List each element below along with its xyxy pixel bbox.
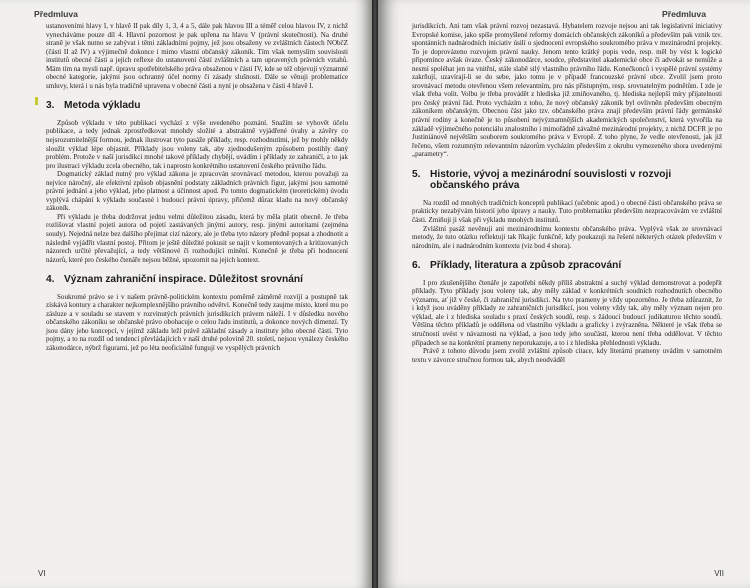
running-head: Předmluva (34, 9, 78, 19)
intro-paragraph: jurisdikcích. Ani tam však právní rozvoj nezastavá. Hybatelem rozvoje nejsou ani tak legislativní iniciativy Evropské komise, jako spíše promyšlené reformy domácích občanských zákoníků a především pak vznik tzv. spontánních nadnárodních iniciativ úsilí o sjednocení evropského soukromého práva v mezinárodní projekty. To je doprovázeno rozvojem právní nauky. Jenom tento krátký popis vede, resp. měl by vést k logické připomínce avšak úvaze. Český zákonodárce, soudce, představitel akademické obce či advokát se nemůže a nesmí spoléhat jen na vnitřní, stále slabě silý vlastního právního řádu. Konečkonců i vyspělé právní systémy zakrňují, uzavírají-li se do sebe, jako tomu je v případě francouzské právní obce. Zvolil jsem proto srovnávací metodu otevřenou všem relevantním, pro nás přístupným, resp. srovnatelným podnětům. I zde je však třeba volit. Volbu je třeba provádět z hlediska již zmiňovaného, tj. hlediska nejlepší míry přijatelnosti pro český právní řád. Proto vycházím z toho, že nový občanský zákoník byl ovlivněn především obecným zákoníkem občanským. Obecnou část jako tzv. občanského práva znají především právní řády germánské právní rodiny a konečně je to působení nejvýznamnějších akademických společenství, která vytvořila na základě výjimečného potenciálu znalostního i mimořádně závažné mezinárodní projekty, z nichž DCFR je po Justiniánově největším souborem soukromého práva v Evropě. Z toho plyne, že vedle otevřenosti, jak již řečeno, všem rozumným relevantním názorům vycházím především z okruhu vymezeného shora uvedenými „parametry“. (412, 22, 722, 159)
section-title: Historie, vývoj a mezinárodní souvislosti v rozvoji občanského práva (430, 168, 672, 192)
paragraph: Způsob výkladu v této publikaci vychází z výše uvedeného poznání. Snažím se vyhovět účelu publikace, a tedy jednak zprostředkovat mnohdy složité a abstraktně vyjádřené úvahy a závěry co nejsrozumitelnější formou, jednak ilustrovat tyto pasáže příklady, resp. rozhodnutími, jež by mohly někdy sloužit výklad lépe objasnit. Příklady jsou voleny tak, aby zjednodušeným způsobem postihly daný problém. Protože v naší jurisdikci mnohé takové příklady chybějí, uvádím i příklady ze zahraničí, a to jak pro ilustraci výkladu zcela obecného, tak i naprosto konkrétního ustanovení českého právního řádu. (46, 118, 348, 170)
paragraph: I pro zkušenějšího čtenáře je zapotřebí někdy příliš abstraktní a suchý výklad demonstrovat a podepřít příklady. Tyto příklady jsou voleny tak, aby měly základ v konkrétních soudních rozhodnutích obecného významu, ať již v české, či zahraniční jurisdikci. Na tyto prameny je vždy upozorněno. Je třeba zdůraznit, že i když jsou uváděny příklady ze zahraničních jurisdikcí, jsou voleny vždy tak, aby měly význam nejen pro výklad, ale i z hlediska souladu s praxí českých soudů, resp. s žádoucí budoucí judikaturou těchto soudů. Většina těchto příkladů je oddělena od vlastního výkladu a graficky i zvýrazněna. Některé je však třeba se stručností uvést v návaznosti na výklad, a jsou tedy jeho součástí, kterou není třeba oddělovat. V těchto případech se na konkrétní prameny neporukazuje, a to i z hlediska přehlednosti výkladu. (412, 278, 722, 347)
intro-paragraph: ustanoveními hlavy I, v hlavě II pak díly 1, 3, 4 a 5, dále pak hlavou III a téměř celou hlavou IV, z nichž vynecháváme pouze díl 4. Hlavní pozornost je pak upřena na hlavu V (právní skutečnosti). Na druhé straně je však nutno se zabývat i těmi základními pojmy, jež jsou obsaženy ve zvláštních částech NObčZ (části II až IV) a výjimečně dokonce i mimo vlastní občanský zákoník. Tím však nemyslím souvislosti institutů obecné části a jejich reflexe do ustanovení částí zvláštních a tam upravených právních vztahů. Mám tím na mysli např. úpravu spotřebitelského práva obsaženou v části IV, kde se též objevují významné obecné kategorie, jakými jsou ochranný účel normy či zásady slušnosti. Dále se věnuji problematice smluvy, která i u nás byla tradičně upravena v obecné části a nyní je obsažena v části 4 hlavě I. (46, 22, 348, 90)
section-heading-6 (412, 260, 722, 272)
section-title: Metoda výkladu (64, 100, 141, 112)
paragraph: Zvláštní pasáž nevěnuji ani mezinárodnímu kontextu občanského práva. Vyplývá však ze srovnávací metody, že tuto otázku reflektuji tak říkajíc funkčně, kdy poukazuji na řešení některých otázek především v národním, ale i nadnárodním kontextu (viz bod 4 shora). (412, 224, 722, 250)
page-number: VII (714, 569, 724, 578)
section-heading-4 (46, 274, 348, 286)
section-number: 6. (412, 260, 421, 272)
page-number: VI (38, 569, 46, 578)
paragraph: Dogmatický základ nutný pro výklad zákona je zpracován srovnávací metodou, kterou považuji za nejvíce náročný, ale efektivní způsob objasnění podstaty základních právních figur, jakými jsou samotné právní jednání a jeho výklad, jeho platnost a účinnost apod. Po tomto dogmatickém (teoretickém) úvodu vyplývá chápání k výkladu současné i budoucí právní úpravy, přičemž důraz kladu na nový občanský zákoník. (46, 170, 348, 213)
margin-marker (35, 97, 38, 105)
section-title: Příklady, literatura a způsob zpracování (430, 260, 622, 272)
section-title: Význam zahraniční inspirace. Důležitost srovnání (64, 274, 303, 286)
paragraph: Při výkladu je třeba dodržovat jednu velmi důležitou zásadu, která by měla platit obecně. Je třeba rozlišovat vlastní pojetí autora od pojetí zastávaných jinými autory, resp. jinými autoritami (zejména soudy). Nejedná nelze bez dalšího přejímat cizí názory, ale je třeba tyto názory předně popsat a zhodnotit a následně vyjádřit vlastní postoj. Přitom je ještě důležité pokusit se najít v komentovaných a kritizovaných názorech určité převažující, a tedy většinové či rozhodující mínění. Konečně je třeba při hodnocení názorů, které pro českého čtenáře nejsou běžné, upozornit na jejich kontext. (46, 212, 348, 264)
section-number: 5. (412, 168, 421, 180)
paragraph: Soukromé právo se i v našem právně-politickém kontextu poměrně záměrně rozvíjí a postupně tak získává kontury a charakter nejkomplexnějšího právního odvětví. Konečně tedy zaujme místo, které mu po zásluze a v souladu se stavem v rozvinutých právních jurisdikcích právem náleží. I v důsledku nového občanského zákoníku se občanské právo obohacuje o celou řadu institutů, a dokonce nových dimenzí. Ty jsou dány jeho koncepcí, v jejímž základu leží právě základní zásady a instituty jeho obecné části. Tyto pojmy, a to na rozdíl od tendencí převládajících v naší druhé polovině 20. století, nejsou vynálezy českého zákonodárce, nýbrž figurami, jež po léta neoficiálně fungují ve vyspělých právních (46, 292, 348, 352)
section-heading-3 (46, 100, 348, 112)
right-page (378, 0, 750, 588)
running-head: Předmluva (662, 9, 706, 19)
paragraph: Na rozdíl od mnohých tradičních konceptů publikací (učebnic apod.) o obecné části občanského práva se prakticky nezabývám historií jeho úpravy a nauky. Tuto problematiku především nezpracovávám ve zvláštní části. Zmiňuji ji však při výkladu mnohých institutů. (412, 198, 722, 225)
section-number: 3. (46, 100, 55, 112)
left-page (0, 0, 372, 588)
section-heading-5 (412, 169, 722, 192)
paragraph: Právě z tohoto důvodu jsem zvolil zvláštní způsob citace, kdy literární prameny uvádím v samotném textu v závorce stručnou formou tak, abych neodváděl (412, 347, 722, 364)
section-number: 4. (46, 274, 55, 286)
